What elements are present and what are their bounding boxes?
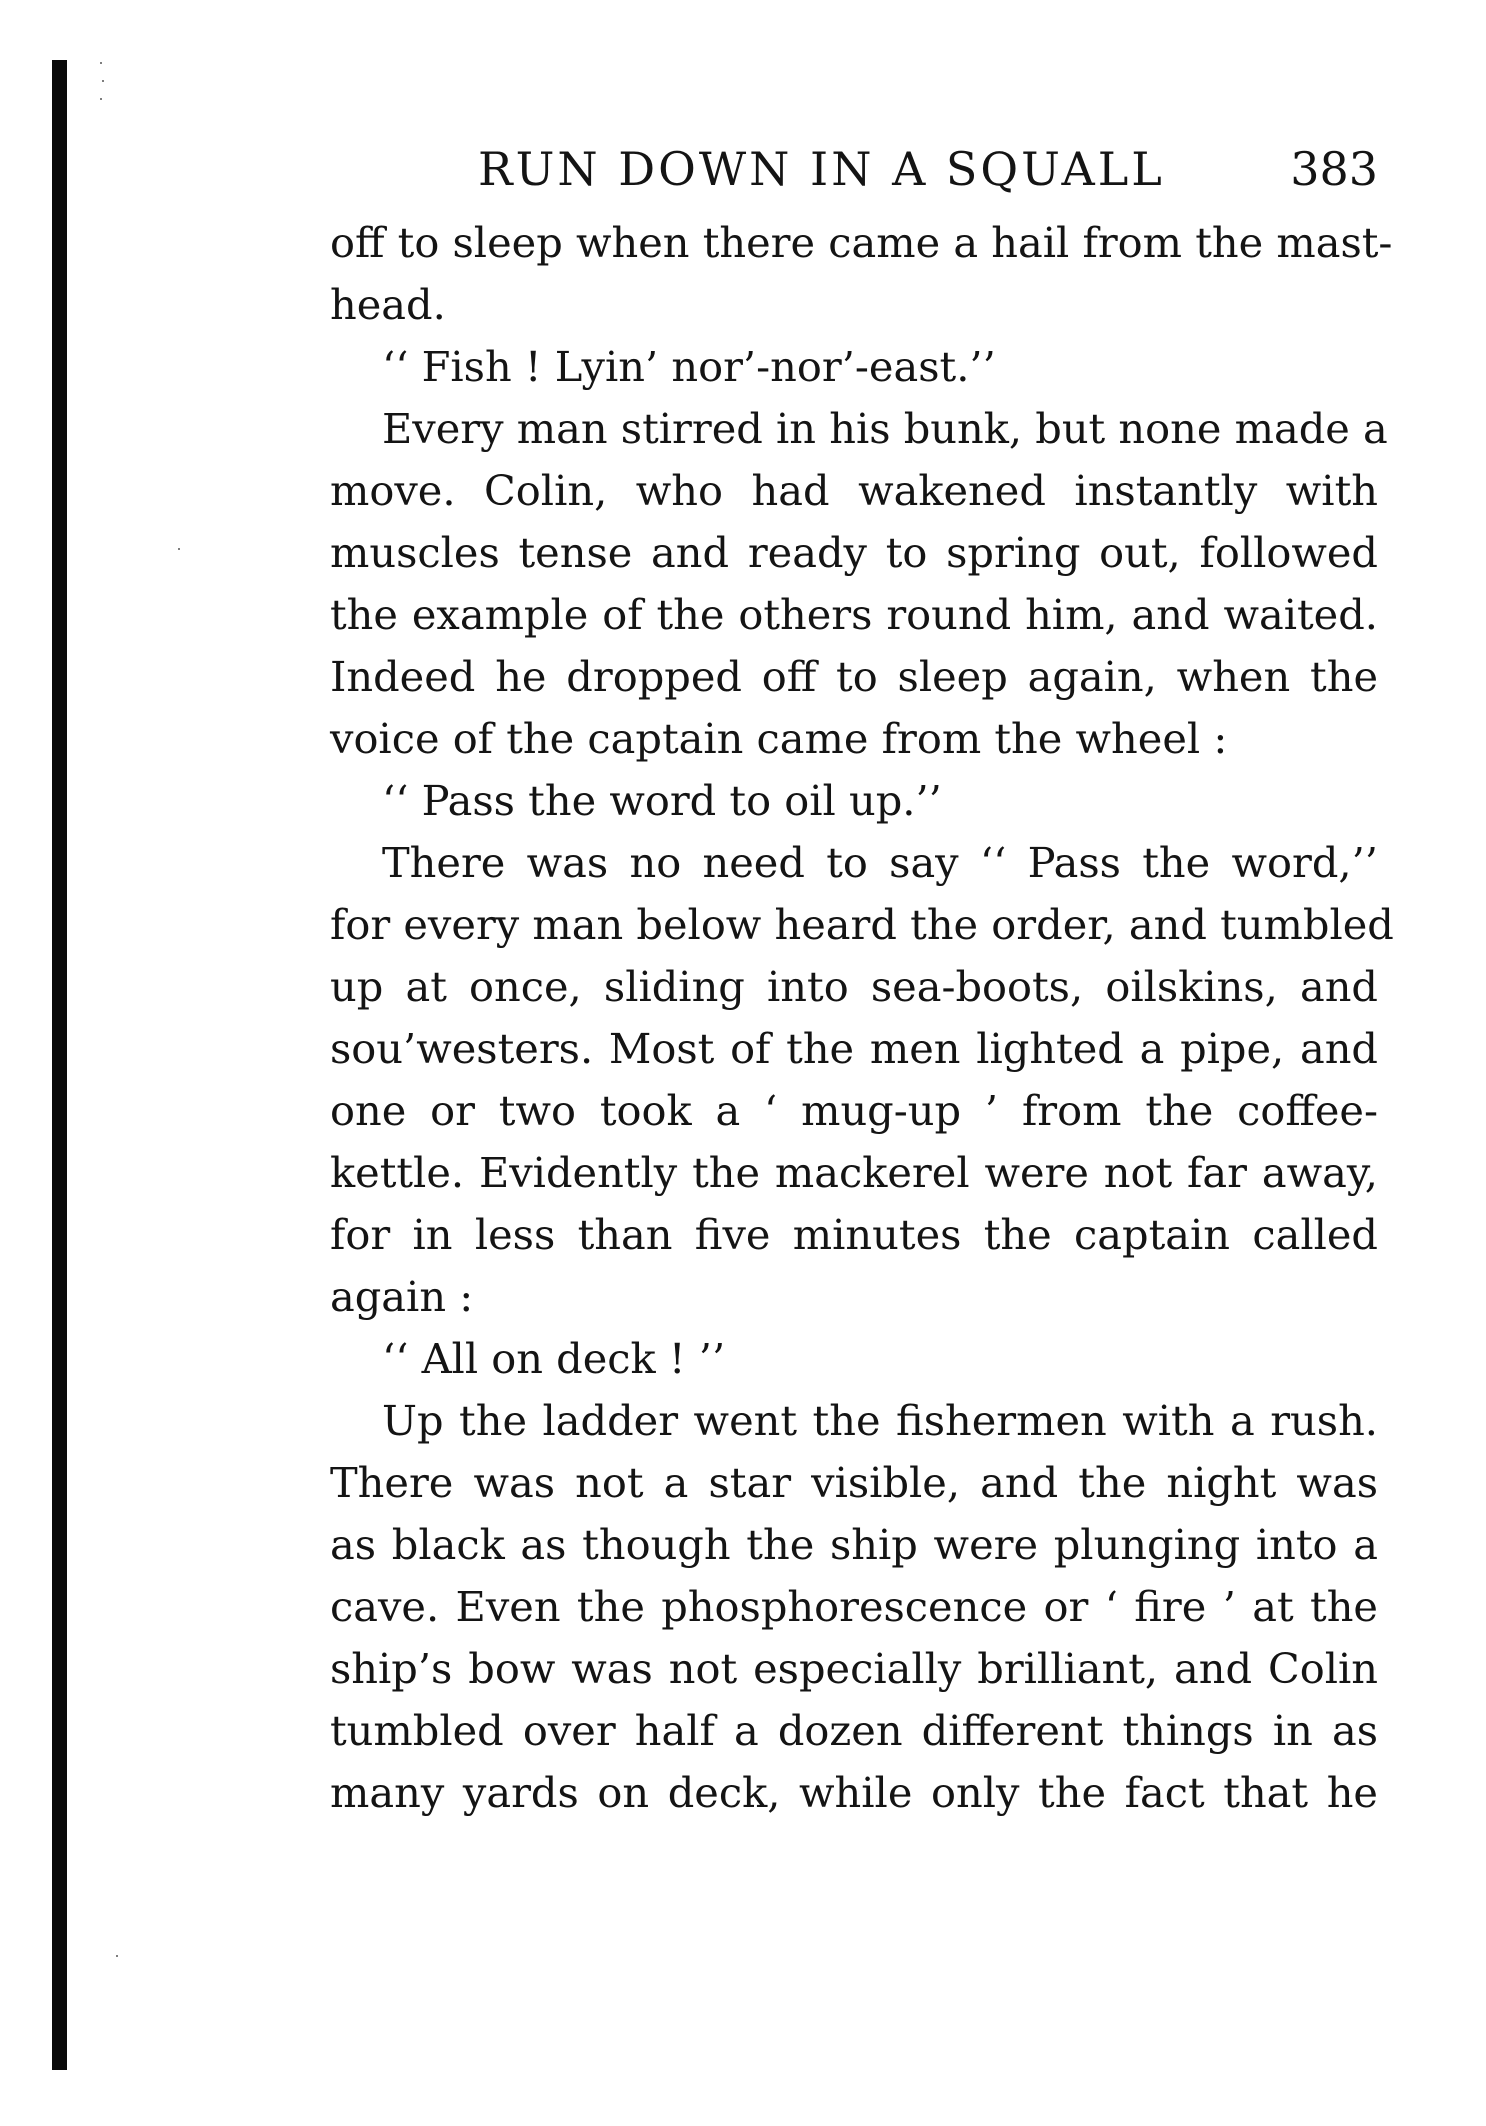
text-line: one or two took a ‘ mug-up ’ from the coffee- (330, 1086, 1378, 1135)
margin-speck (100, 98, 102, 100)
text-line: for every man below heard the order, and tumbled (330, 900, 1394, 949)
text-line: There was no need to say ‘‘ Pass the word,’’ (382, 838, 1378, 887)
text-line: Indeed he dropped off to sleep again, when the (330, 652, 1378, 701)
text-line: kettle. Evidently the mackerel were not far away, (330, 1148, 1378, 1197)
text-line: sou’westers. Most of the men lighted a pipe, and (330, 1024, 1378, 1073)
body-text (330, 212, 1394, 1824)
text-line: for in less than five minutes the captain called (330, 1210, 1378, 1259)
margin-speck (102, 80, 104, 82)
page-number: 383 (1290, 142, 1378, 196)
margin-speck (116, 1955, 118, 1957)
text-line: the example of the others round him, and waited. (330, 590, 1378, 639)
running-title: RUN DOWN IN A SQUALL (478, 142, 1165, 196)
text-line: Up the ladder went the fishermen with a rush. (382, 1396, 1378, 1445)
text-line: muscles tense and ready to spring out, followed (330, 528, 1378, 577)
text-line: head. (330, 280, 446, 329)
text-line: ‘‘ All on deck ! ’’ (382, 1334, 726, 1383)
running-head (330, 140, 1378, 220)
text-line: tumbled over half a dozen different things in as (330, 1706, 1378, 1755)
book-page (330, 140, 1394, 1824)
text-line: as black as though the ship were plunging into a (330, 1520, 1378, 1569)
text-line: move. Colin, who had wakened instantly with (330, 466, 1378, 515)
binding-shadow (52, 60, 67, 2070)
text-line: Every man stirred in his bunk, but none made a (382, 404, 1388, 453)
text-line: voice of the captain came from the wheel : (330, 714, 1228, 763)
text-line: again : (330, 1272, 474, 1321)
text-line: ‘‘ Fish ! Lyin’ nor’-nor’-east.’’ (382, 342, 996, 391)
margin-speck (100, 62, 102, 64)
text-line: up at once, sliding into sea-boots, oilskins, and (330, 962, 1378, 1011)
text-line: There was not a star visible, and the night was (330, 1458, 1378, 1507)
text-line: cave. Even the phosphorescence or ‘ fire ’ at the (330, 1582, 1378, 1631)
text-line: off to sleep when there came a hail from the mast- (330, 218, 1393, 267)
margin-speck (178, 548, 180, 550)
text-line: ‘‘ Pass the word to oil up.’’ (382, 776, 942, 825)
text-line: ship’s bow was not especially brilliant, and Colin (330, 1644, 1378, 1693)
text-line: many yards on deck, while only the fact that he (330, 1768, 1378, 1817)
